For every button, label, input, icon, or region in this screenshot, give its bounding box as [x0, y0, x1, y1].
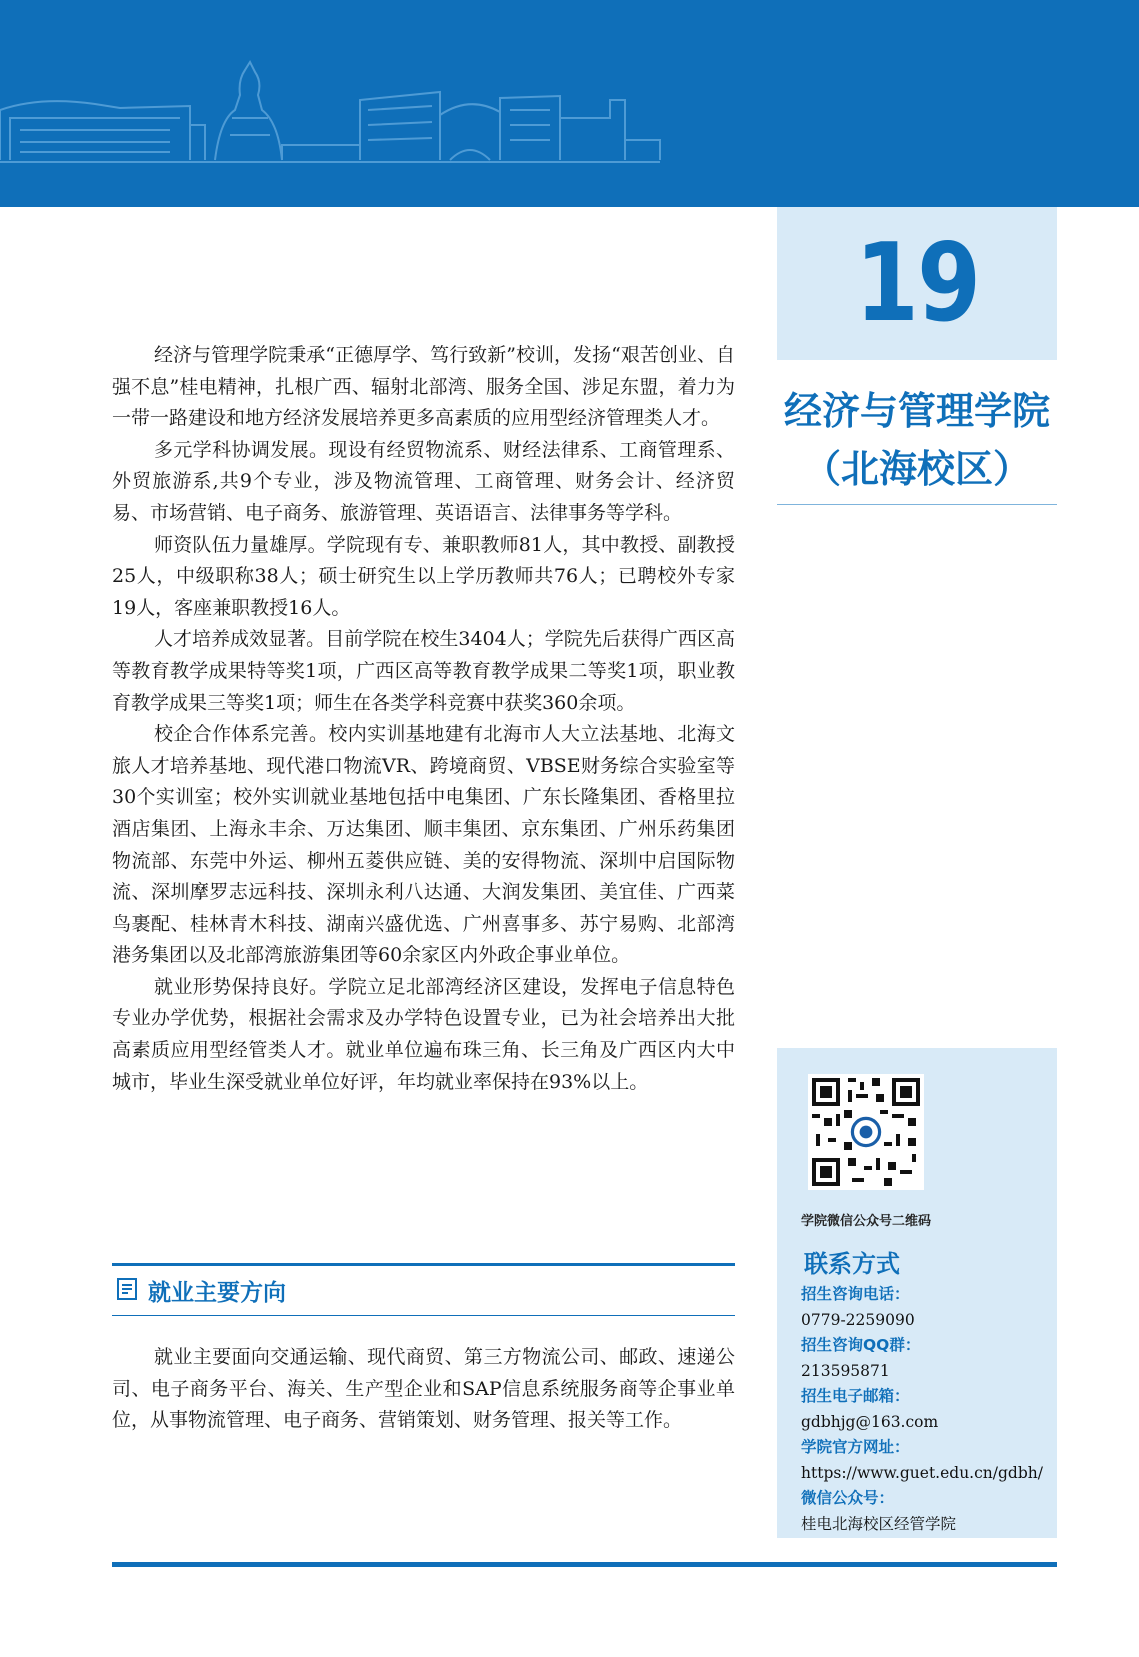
- college-title-line1: 经济与管理学院: [783, 388, 1050, 433]
- paragraph: 就业形势保持良好。学院立足北部湾经济区建设，发挥电子信息特色专业办学优势，根据社会需求及办学特色设置专业，已为社会培养出大批高素质应用型经管类人才。就业单位遍布珠三角、长三角及广西区内大中城市，毕业生深受就业单位好评，年均就业率保持在93%以上。: [112, 975, 735, 1093]
- intro-body: [112, 340, 735, 1098]
- employment-body: [112, 1342, 735, 1437]
- employment-section-header: [112, 1263, 735, 1316]
- paragraph: 师资队伍力量雄厚。学院现有专、兼职教师81人，其中教授、副教授25人，中级职称38人；硕士研究生以上学历教师共76人；已聘校外专家19人，客座兼职教授16人。: [112, 533, 735, 619]
- email-value: gdbhjg@163.com: [801, 1412, 939, 1431]
- website-label: 学院官方网址：: [801, 1438, 910, 1456]
- qr-code: [808, 1074, 924, 1190]
- title-divider: [777, 504, 1057, 505]
- contact-info: [801, 1282, 1053, 1537]
- paragraph: 经济与管理学院秉承“正德厚学、笃行致新”校训，发扬“艰苦创业、自强不息”桂电精神，扎根广西、辐射北部湾、服务全国、涉足东盟，着力为一带一路建设和地方经济发展培养更多高素质的应用型经济管理类人才。: [112, 344, 735, 430]
- phone-label: 招生咨询电话：: [801, 1285, 910, 1303]
- qq-label: 招生咨询QQ群：: [801, 1336, 921, 1354]
- wechat-label: 微信公众号：: [801, 1489, 895, 1507]
- header-banner: [0, 0, 1139, 207]
- phone-value: 0779-2259090: [801, 1310, 915, 1329]
- college-title: [777, 382, 1057, 498]
- paragraph: 多元学科协调发展。现设有经贸物流系、财经法律系、工商管理系、外贸旅游系,共9个专业，涉及物流管理、工商管理、财务会计、经济贸易、市场营销、电子商务、旅游管理、英语语言、法律事务等学科。: [112, 438, 735, 524]
- contact-title: 联系方式: [804, 1249, 900, 1278]
- chapter-number: 19: [854, 221, 980, 346]
- wechat-value: 桂电北海校区经管学院: [801, 1514, 957, 1533]
- footer-rule: [112, 1562, 1057, 1567]
- paragraph: 校企合作体系完善。校内实训基地建有北海市人大立法基地、北海文旅人才培养基地、现代港口物流VR、跨境商贸、VBSE财务综合实验室等30个实训室；校外实训就业基地包括中电集团、广东长隆集团、香格里拉酒店集团、上海永丰余、万达集团、顺丰集团、京东集团、广州乐药集团物流部、东莞中外运、柳州五菱供应链、美的安得物流、深圳中启国际物流、深圳摩罗志远科技、深圳永利八达通、大润发集团、美宜佳、广西菜鸟裹配、桂林青木科技、湖南兴盛优选、广州喜事多、苏宁易购、北部湾港务集团以及北部湾旅游集团等60余家区内外政企事业单位。: [112, 723, 735, 967]
- qr-caption: 学院微信公众号二维码: [801, 1214, 932, 1229]
- qq-value: 213595871: [801, 1361, 890, 1380]
- document-list-icon: [116, 1277, 138, 1305]
- contact-panel: [777, 1048, 1057, 1538]
- college-title-line2: （北海校区）: [802, 446, 1031, 491]
- section-title: 就业主要方向: [148, 1280, 286, 1306]
- paragraph: 人才培养成效显著。目前学院在校生3404人；学院先后获得广西区高等教育教学成果特等奖1项，广西区高等教育教学成果二等奖1项，职业教育教学成果三等奖1项；师生在各类学科竞赛中获奖360余项。: [112, 628, 735, 714]
- paragraph: 就业主要面向交通运输、现代商贸、第三方物流公司、邮政、速递公司、电子商务平台、海关、生产型企业和SAP信息系统服务商等企事业单位，从事物流管理、电子商务、营销策划、财务管理、报关等工作。: [112, 1346, 735, 1432]
- chapter-number-box: [777, 207, 1057, 360]
- email-label: 招生电子邮箱：: [801, 1387, 910, 1405]
- website-link[interactable]: https://www.guet.edu.cn/gdbh/: [801, 1463, 1043, 1482]
- skyline-illustration: [0, 0, 1139, 207]
